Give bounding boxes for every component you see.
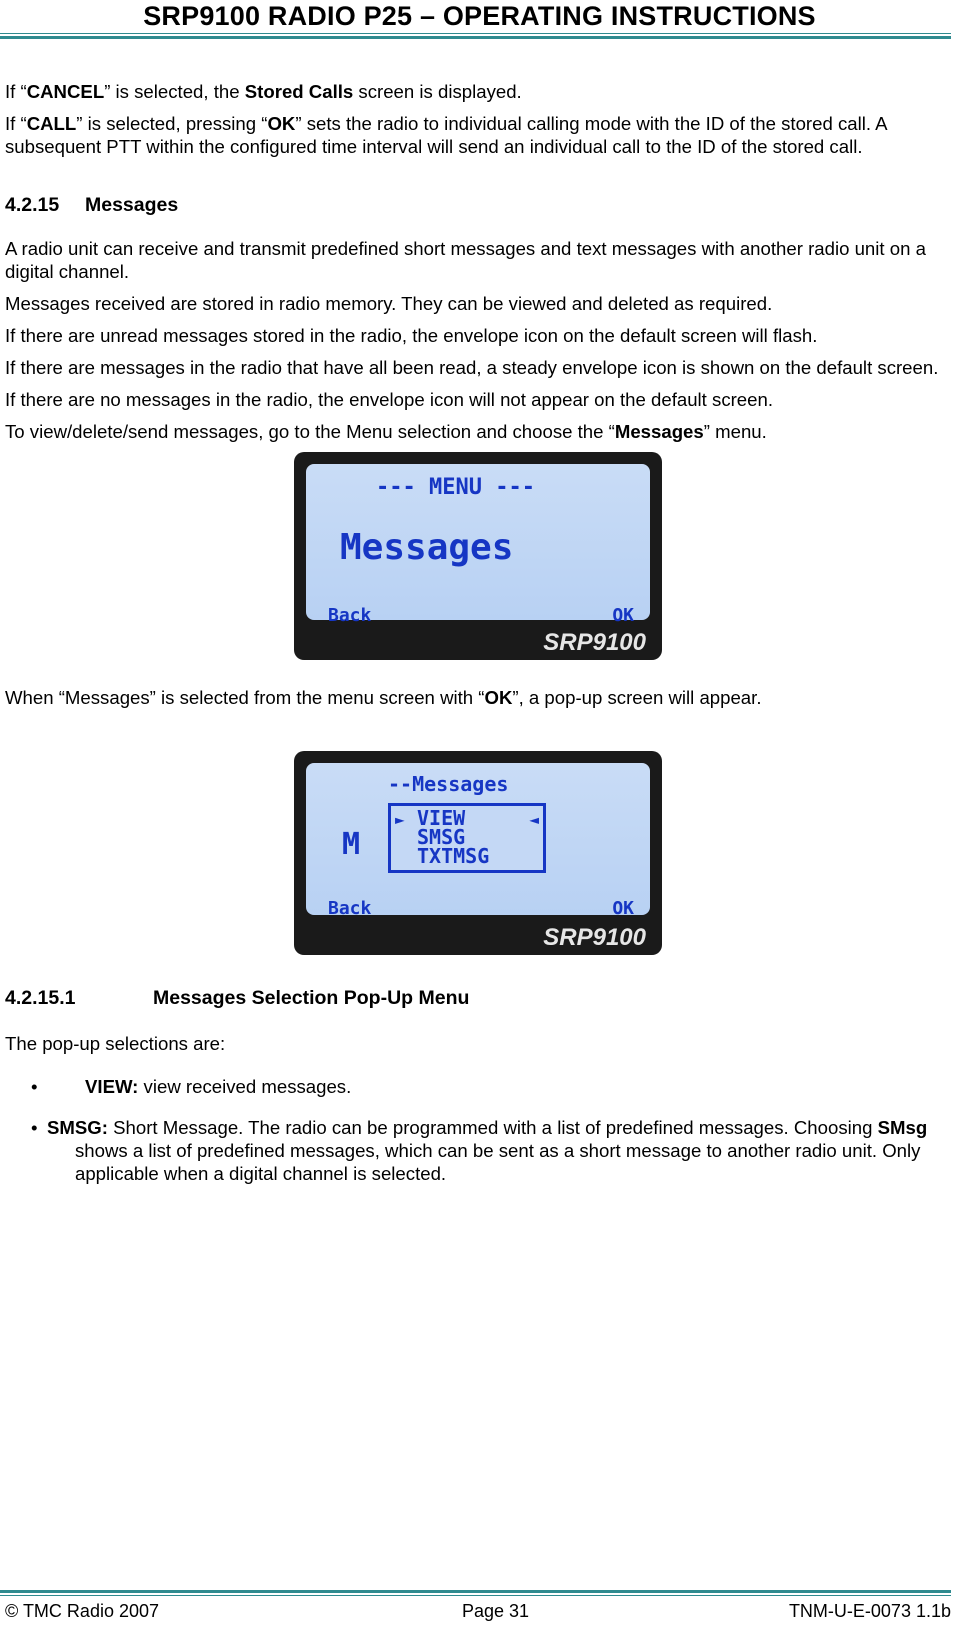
- selector-left-icon: ►: [395, 810, 405, 829]
- paragraph: If there are no messages in the radio, the envelope icon will not appear on the default screen.: [5, 389, 773, 410]
- paragraph: A radio unit can receive and transmit predefined short messages and text messages with another radio unit on a digital channel.: [5, 238, 926, 282]
- list-item-smsg: • SMSG: Short Message. The radio can be programmed with a list of predefined messages. Choosing SMsg shows a list of predefined messages, which can be sent as a short message to another radio unit. Only applicable when a digital channel is selected.: [31, 1117, 928, 1184]
- header-rule: [0, 33, 951, 39]
- menu-heading: --- MENU ---: [376, 475, 535, 500]
- radio-popup-screen-image: [294, 751, 662, 955]
- lcd-display: [306, 464, 650, 626]
- bullet-icon: •: [31, 1076, 38, 1097]
- page-header: [0, 0, 959, 32]
- paragraph-menu: To view/delete/send messages, go to the Menu selection and choose the “Messages” menu.: [5, 421, 767, 442]
- popup-option-txtmsg: TXTMSG: [417, 844, 490, 868]
- paragraph: If there are messages in the radio that have all been read, a steady envelope icon is shown on the default screen.: [5, 357, 939, 378]
- document-body: [5, 80, 951, 1203]
- popup-option-view: VIEW: [417, 806, 466, 830]
- bullet-icon: •: [31, 1117, 38, 1138]
- selection-list: [5, 1075, 951, 1185]
- paragraph: If there are unread messages stored in the radio, the envelope icon on the default screen will flash.: [5, 325, 818, 346]
- paragraph-selections: The pop-up selections are:: [5, 1033, 226, 1054]
- lcd-display: [306, 763, 650, 919]
- softkey-ok: OK: [612, 898, 634, 919]
- footer-doc-id: TNM-U-E-0073 1.1b: [788, 1601, 951, 1621]
- popup-box: [388, 803, 546, 873]
- popup-heading: --Messages: [388, 772, 509, 796]
- footer-copyright: © TMC Radio 2007: [5, 1601, 160, 1621]
- paragraph-popup: When “Messages” is selected from the menu screen with “OK”, a pop-up screen will appear.: [5, 687, 762, 708]
- section-heading: 4.2.15 Messages: [5, 194, 179, 216]
- paragraph-call: If “CALL” is selected, pressing “OK” sets the radio to individual calling mode with the ID of the stored call. A subsequent PTT within the configured time interval will send an individual call to the ID of the stored call.: [5, 113, 887, 157]
- popup-option-smsg: SMSG: [417, 825, 466, 849]
- brand-logo: SRP9100: [543, 924, 646, 951]
- list-item-view: • VIEW: view received messages.: [31, 1076, 352, 1097]
- paragraph: Messages received are stored in radio memory. They can be viewed and deleted as required.: [5, 293, 773, 314]
- menu-item-messages: Messages: [340, 527, 514, 568]
- softkey-ok: OK: [612, 605, 634, 626]
- paragraph-cancel: If “CANCEL” is selected, the Stored Calls screen is displayed.: [5, 81, 522, 102]
- softkey-back: Back: [328, 605, 372, 626]
- softkey-back: Back: [328, 898, 372, 919]
- page-title: SRP9100 RADIO P25 – OPERATING INSTRUCTIONS: [143, 1, 816, 31]
- footer-page-number: Page 31: [462, 1601, 530, 1621]
- radio-menu-screen-image: [294, 452, 662, 660]
- footer-rule: [0, 1590, 951, 1596]
- selector-right-icon: ◄: [529, 810, 539, 829]
- brand-logo: SRP9100: [543, 629, 646, 656]
- subsection-heading: 4.2.15.1 Messages Selection Pop-Up Menu: [5, 987, 470, 1009]
- menu-item-partial: M: [342, 827, 361, 862]
- page-footer: [5, 1601, 951, 1625]
